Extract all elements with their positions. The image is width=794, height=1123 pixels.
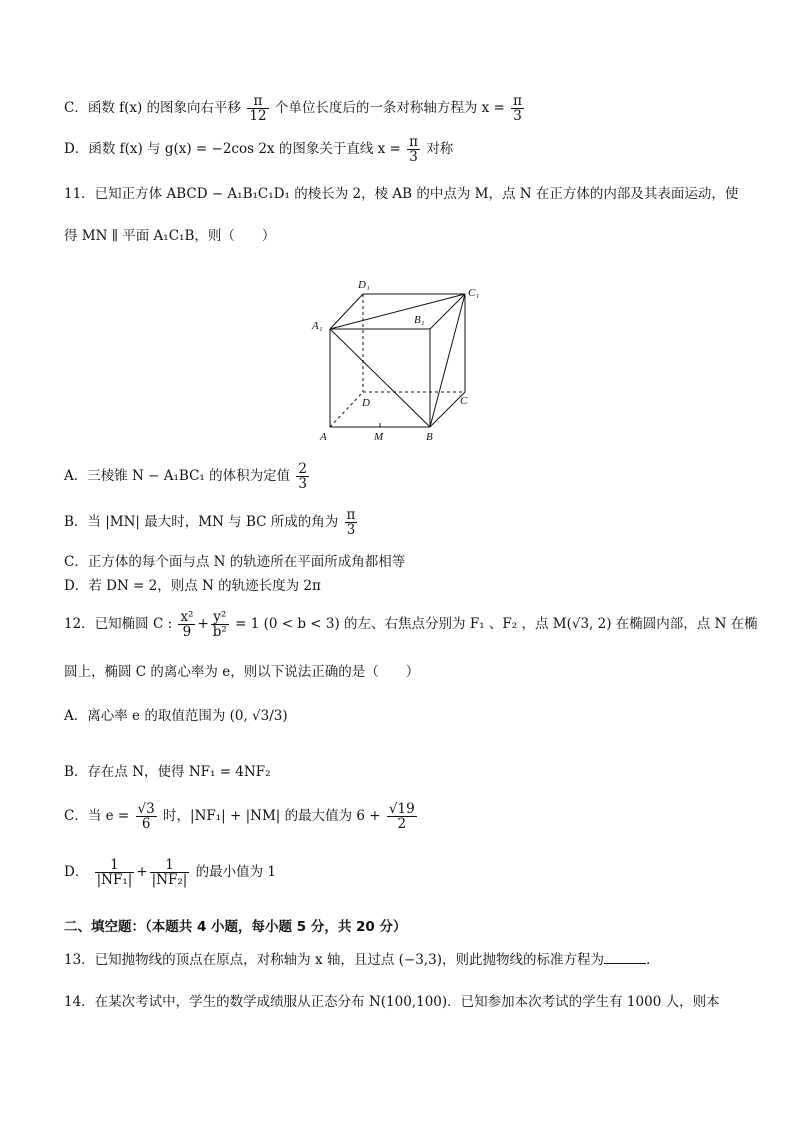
answer-blank[interactable]: [604, 951, 646, 964]
label-c1: C₁: [468, 287, 480, 299]
frac-den: 3: [298, 476, 308, 493]
label-a: A: [320, 431, 327, 443]
frac-den: 12: [249, 108, 267, 125]
q12-stem-line1: 12．已知椭圆 C : $\frac{\text{x²}}{9}$ + $\frac{\text{y²}}{\text{b²}}$ = 1 (0 < b < 3) 的左、右焦点分别为 F₁ 、F₂ ，点 M(√3, 2) 在椭圆内部，点 N 在椭: [64, 609, 758, 641]
q12-c-fraction: [136, 802, 157, 831]
q12-c-fraction-2: [387, 802, 417, 831]
cube-figure: [300, 272, 500, 447]
edge-a1d1: [330, 294, 363, 329]
frac-num: y²: [211, 610, 229, 625]
q13-end: .: [645, 952, 651, 968]
q12-c-text-mid: 时，|NF₁| + |NM| 的最大值为 6 +: [163, 808, 381, 825]
diag-bc1: [430, 294, 465, 427]
frac-num: x²: [180, 609, 194, 625]
frac-den: b²: [212, 624, 227, 641]
label-m: M: [374, 431, 384, 443]
q10-d-text-post: 对称: [426, 141, 454, 158]
frac-num: π: [513, 93, 523, 109]
q12-option-d: D． $\frac{1}{\text{|NF₁|}}$ + $\frac{1}{\text{|NF₂|}}$ 的最小值为 1: [64, 857, 277, 889]
diag-a1c1: [330, 294, 465, 329]
q12-d-text-pre: D．: [64, 864, 89, 881]
q12-option-a: A．离心率 e 的取值范围为 (0, √3/3): [64, 708, 288, 724]
q10-option-c: [64, 94, 526, 123]
label-b1: B₁: [414, 314, 425, 326]
q12-d-fraction-b: [150, 858, 190, 887]
q12-stem-eq: = 1 (0 < b < 3) 的左、右焦点分别为 F₁ 、F₂ ，点 M(√3, 2) 在椭圆内部，点 N 在椭: [235, 616, 758, 633]
q11-a-fraction: [296, 462, 309, 491]
frac-num: π: [346, 507, 356, 523]
q11-b-fraction: [345, 508, 358, 537]
q12-d-fraction-a: [95, 858, 135, 887]
q10-d-fraction: [407, 135, 420, 164]
q10-d-text-pre: D．函数 f(x) 与 g(x) = −2cos 2x 的图象关于直线 x =: [64, 141, 401, 158]
q12-stem-pre: 12．已知椭圆 C :: [64, 616, 173, 633]
q11-stem-line1: 11．已知正方体 ABCD − A₁B₁C₁D₁ 的棱长为 2，棱 AB 的中点为 M，点 N 在正方体的内部及其表面运动，使: [64, 186, 739, 202]
frac-num: √3: [137, 801, 155, 817]
q12-option-c: [64, 802, 419, 831]
q10-option-d: [64, 135, 453, 164]
frac-den: 6: [141, 816, 151, 833]
q14: 14．在某次考试中，学生的数学成绩服从正态分布 N(100,100)．已知参加本次考试的学生有 1000 人，则本: [64, 994, 720, 1010]
q11-stem-line2: 得 MN ∥ 平面 A₁C₁B，则（ ）: [64, 228, 276, 244]
label-b: B: [426, 431, 433, 443]
frac-den: 3: [409, 149, 418, 166]
diag-a1b: [330, 329, 430, 427]
q12-c-text-pre: C．当 e =: [64, 808, 130, 825]
q12-stem-line2: 圆上，椭圆 C 的离心率为 e，则以下说法正确的是（ ）: [64, 664, 420, 680]
q10-c-fraction-2: [511, 94, 524, 123]
q11-option-d: D．若 DN = 2，则点 N 的轨迹长度为 2π: [64, 578, 321, 594]
label-a1: A₁: [312, 320, 323, 332]
frac-num: 2: [298, 461, 308, 477]
frac-num: 1: [150, 858, 190, 873]
q11-b-text: B．当 |MN| 最大时，MN 与 BC 所成的角为: [64, 514, 339, 531]
q12-y-fraction: [211, 610, 229, 639]
q13: [64, 948, 650, 968]
frac-den: |NF₂|: [151, 872, 188, 889]
q13-text: 13．已知抛物线的顶点在原点，对称轴为 x 轴，且过点 (−3,3)，则此抛物线的标准方程为: [64, 952, 604, 968]
q12-x-fraction: [178, 610, 195, 639]
label-d: D: [362, 397, 370, 409]
label-d1: D₁: [358, 279, 370, 291]
q11-option-b: [64, 508, 359, 537]
frac-num: 1: [95, 858, 135, 873]
q12-option-b: B．存在点 N，使得 NF₁ = 4NF₂: [64, 764, 271, 780]
frac-den: 2: [397, 816, 407, 833]
q10-c-fraction: [247, 94, 268, 123]
frac-den: 3: [513, 108, 522, 125]
frac-den: |NF₁|: [96, 872, 133, 889]
edge-b1c1: [430, 294, 465, 329]
frac-num: π: [247, 94, 268, 109]
q10-c-text-pre: C．函数 f(x) 的图象向右平移: [64, 100, 242, 117]
q12-d-text-post: 的最小值为 1: [195, 864, 277, 881]
q11-option-c: C．正方体的每个面与点 N 的轨迹所在平面所成角都相等: [64, 554, 406, 570]
edge-ad-hidden: [330, 392, 363, 427]
label-c: C: [460, 395, 468, 407]
frac-den: 3: [346, 522, 356, 539]
section-heading-fill-in: 二、填空题：（本题共 4 小题，每小题 5 分，共 20 分）: [64, 919, 407, 935]
frac-den: 9: [182, 624, 192, 641]
frac-num: √19: [388, 801, 415, 817]
q11-a-text: A．三棱锥 N − A₁BC₁ 的体积为定值: [64, 468, 291, 485]
q10-c-text-mid: 个单位长度后的一条对称轴方程为 x =: [274, 100, 505, 117]
frac-num: π: [409, 134, 419, 150]
q11-option-a: [64, 462, 311, 491]
